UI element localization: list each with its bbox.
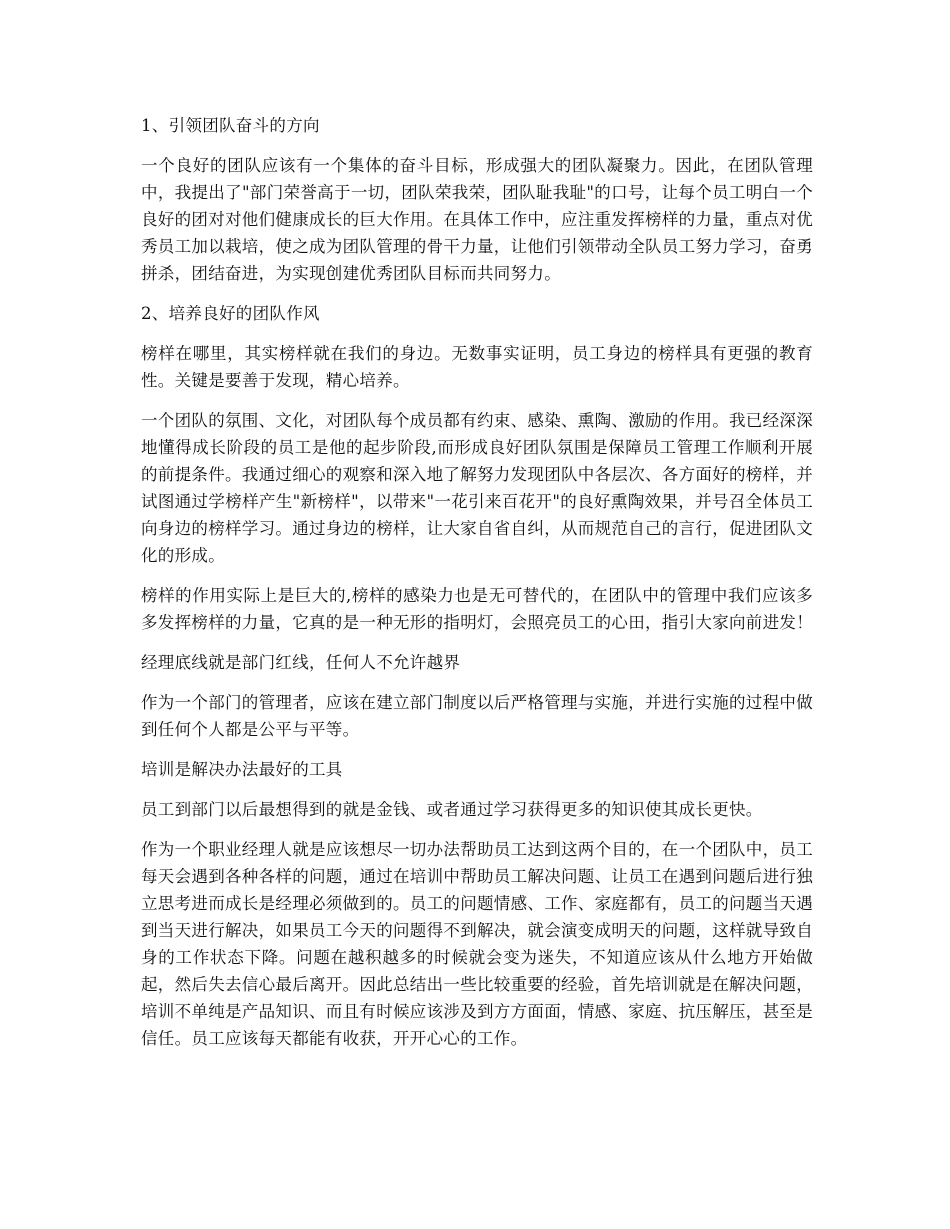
document-body bbox=[141, 112, 813, 1065]
section-heading-bottom-line: 经理底线就是部门红线，任何人不允许越界 bbox=[141, 653, 461, 672]
paragraph-employee-goals: 员工到部门以后最想得到的就是金钱、或者通过学习获得更多的知识使其成长更快。 bbox=[141, 800, 763, 819]
paragraph-team-goal: 一个良好的团队应该有一个集体的奋斗目标，形成强大的团队凝聚力。因此，在团队管理中，我提出了"部门荣誉高于一切，团队荣我荣，团队耻我耻"的口号，让每个员工明白一个良好的团对对他们健康成长的巨大作用。在具体工作中，应注重发挥榜样的力量，重点对优秀员工加以栽培，使之成为团队管理的骨干力量，让他们引领带动全队员工努力学习，奋勇拼杀，团结奋进，为实现创建优秀团队目标而共同努力。 bbox=[141, 156, 813, 283]
paragraph-role-models: 榜样在哪里，其实榜样就在我们的身边。无数事实证明，员工身边的榜样具有更强的教育性。关键是要善于发现，精心培养。 bbox=[141, 344, 813, 390]
section-heading-training: 培训是解决办法最好的工具 bbox=[141, 760, 343, 779]
section-heading-team-style: 2、培养良好的团队作风 bbox=[141, 304, 320, 323]
section-heading-direction: 1、引领团队奋斗的方向 bbox=[141, 116, 320, 135]
paragraph-team-atmosphere: 一个团队的氛围、文化，对团队每个成员都有约束、感染、熏陶、激励的作用。我已经深深地懂得成长阶段的员工是他的起步阶段,而形成良好团队氛围是保障员工管理工作顺利开展的前提条件。我通过细心的观察和深入地了解努力发现团队中各层次、各方面好的榜样，并试图通过学榜样产生"新榜样"，以带来"一花引来百花开"的良好熏陶效果，并号召全体员工向身边的榜样学习。通过身边的榜样，让大家自省自纠，从而规范自己的言行，促进团队文化的形成。 bbox=[141, 411, 813, 565]
paragraph-role-model-power: 榜样的作用实际上是巨大的,榜样的感染力也是无可替代的，在团队中的管理中我们应该多多发挥榜样的力量，它真的是一种无形的指明灯，会照亮员工的心田，指引大家向前进发！ bbox=[141, 586, 813, 632]
paragraph-department-rules: 作为一个部门的管理者，应该在建立部门制度以后严格管理与实施，并进行实施的过程中做到任何个人都是公平与平等。 bbox=[141, 693, 813, 739]
paragraph-manager-role: 作为一个职业经理人就是应该想尽一切办法帮助员工达到这两个目的，在一个团队中，员工每天会遇到各种各样的问题，通过在培训中帮助员工解决问题、让员工在遇到问题后进行独立思考进而成长是经理必须做到的。员工的问题情感、工作、家庭都有，员工的问题当天遇到当天进行解决，如果员工今天的问题得不到解决，就会演变成明天的问题，这样就导致自身的工作状态下降。问题在越积越多的时候就会变为迷失，不知道应该从什么地方开始做起，然后失去信心最后离开。因此总结出一些比较重要的经验，首先培训就是在解决问题，培训不单纯是产品知识、而且有时候应该涉及到方方面面，情感、家庭、抗压解压，甚至是信任。员工应该每天都能有收获，开开心心的工作。 bbox=[141, 840, 813, 1048]
